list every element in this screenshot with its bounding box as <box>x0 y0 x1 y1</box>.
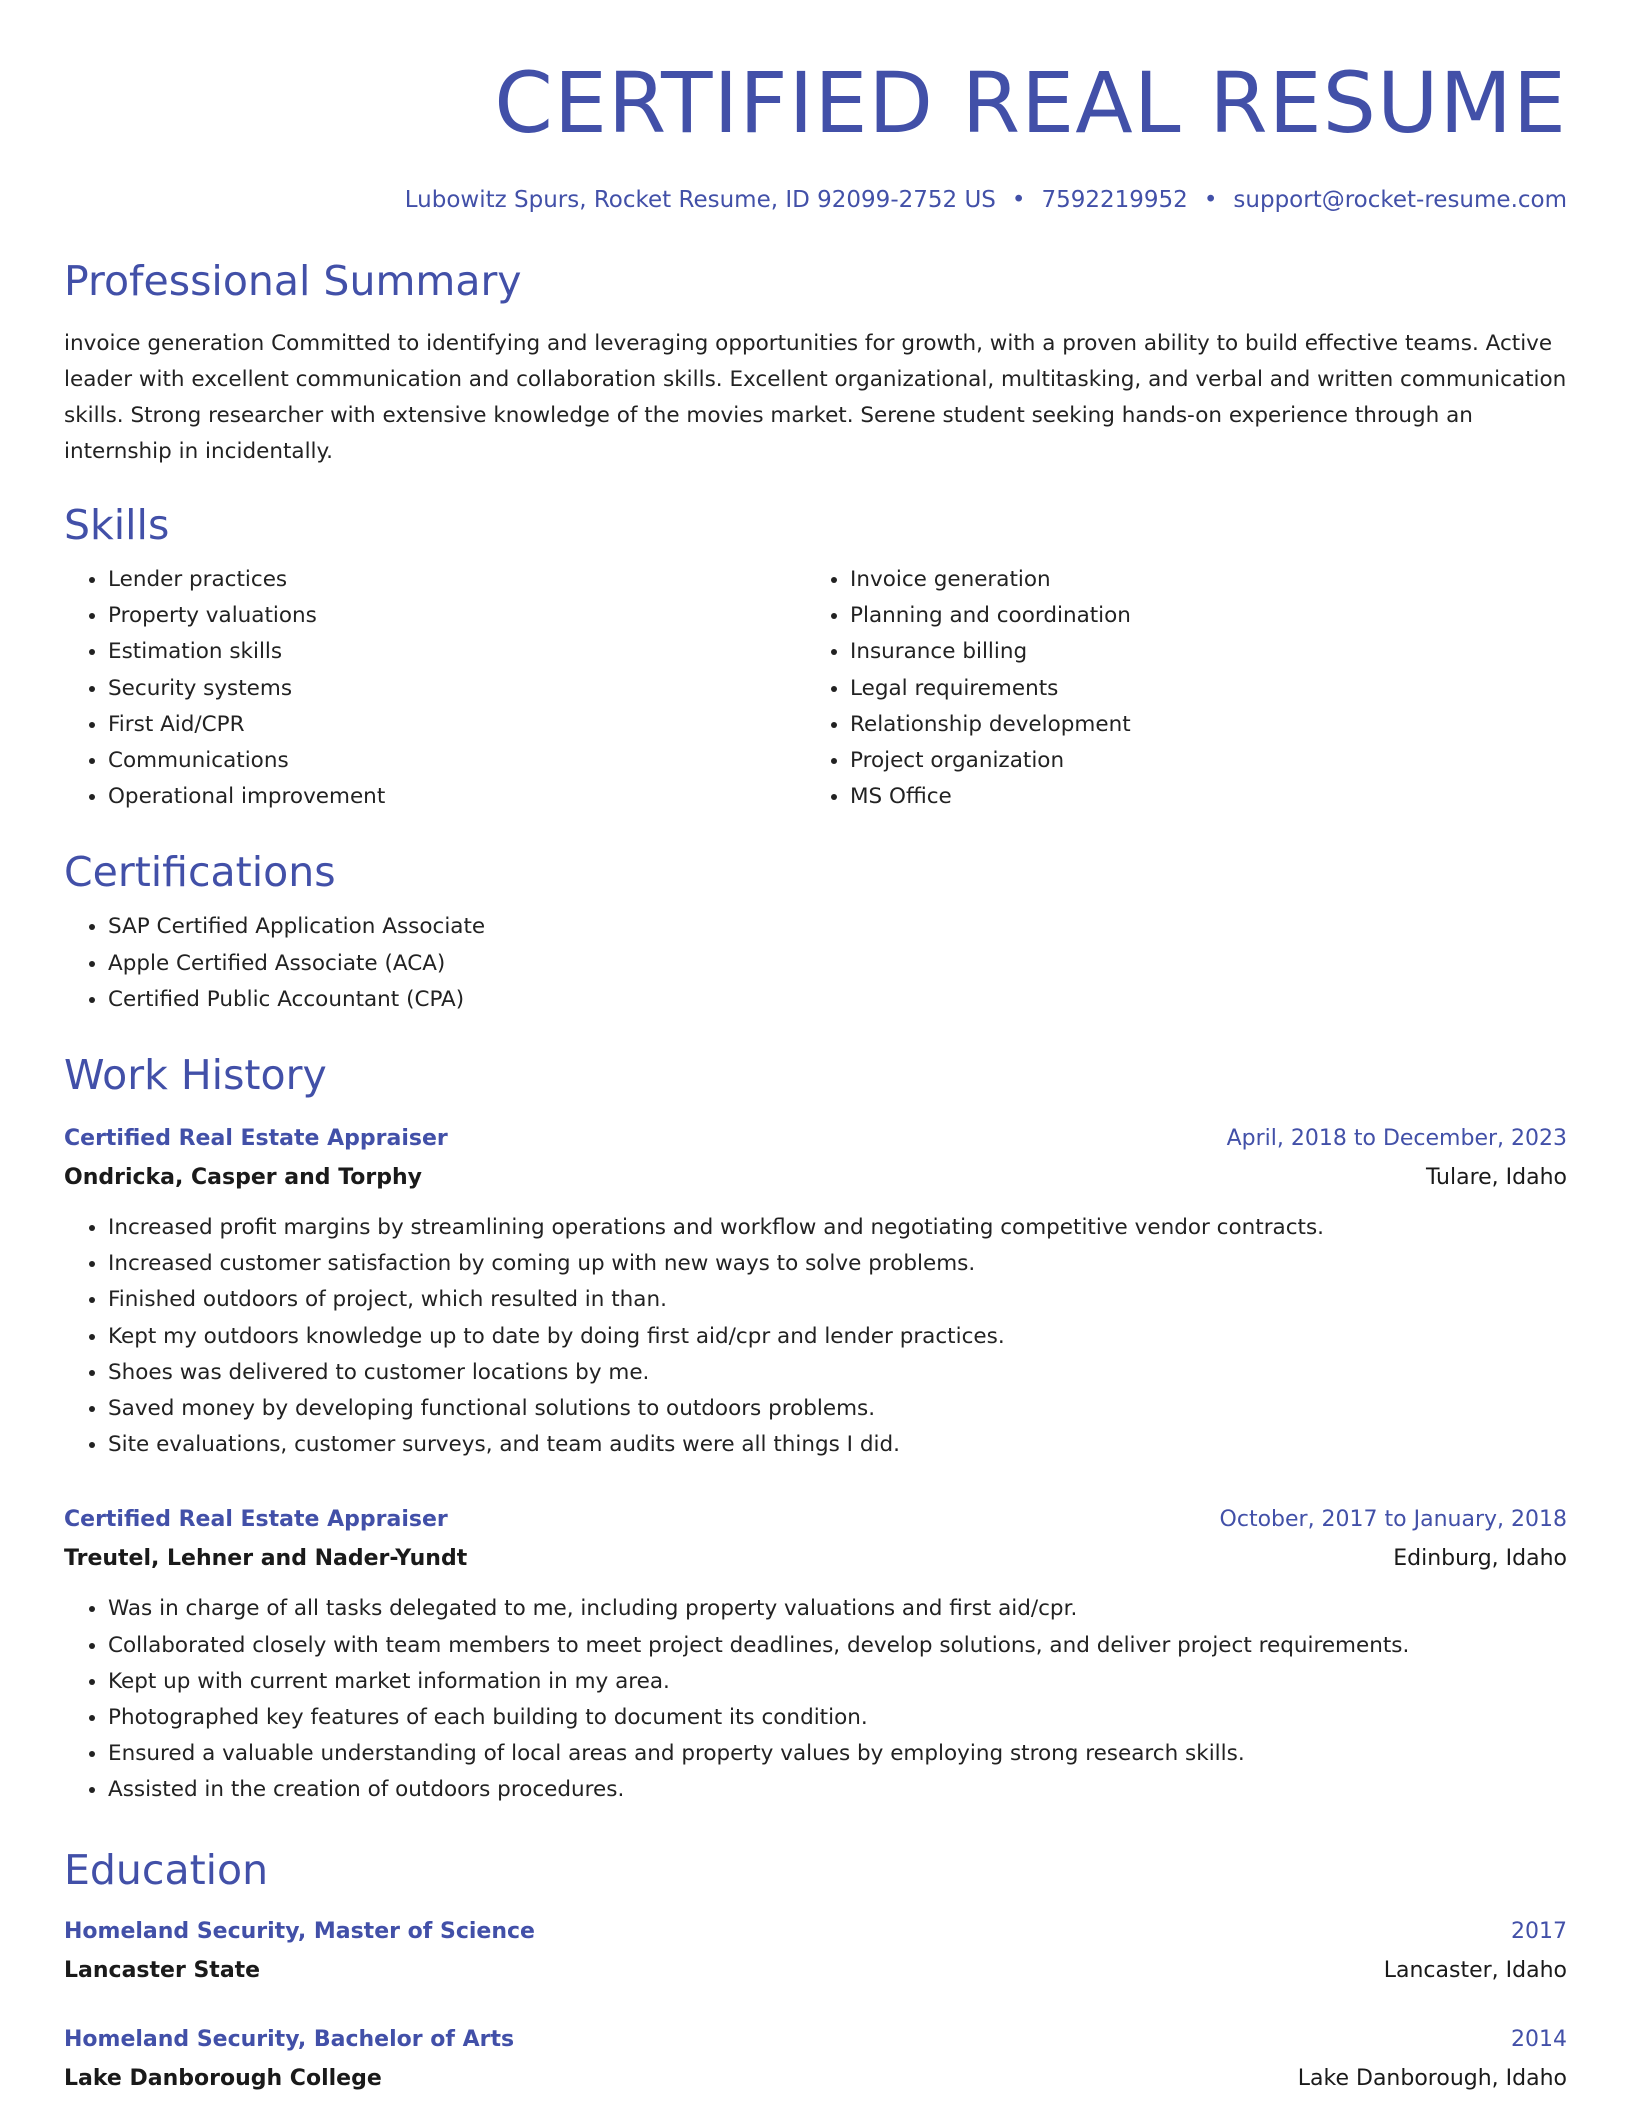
education-degree: Homeland Security, Bachelor of Arts <box>64 2026 515 2052</box>
job-location: Tulare, Idaho <box>1425 1165 1567 1191</box>
job-location: Edinburg, Idaho <box>1393 1546 1567 1572</box>
resume-name: CERTIFIED REAL RESUME <box>494 54 1567 152</box>
job-bullet: • Increased customer satisfaction by coming up with new ways to solve problems. <box>108 1246 1567 1282</box>
skills-list-right <box>806 562 1548 815</box>
job-entry <box>64 1120 1567 1463</box>
certification-item: • SAP Certified Application Associate <box>108 909 1567 945</box>
education-entry <box>64 2021 1567 2099</box>
job-title: Certified Real Estate Appraiser <box>64 1126 448 1152</box>
education-location: Lancaster, Idaho <box>1383 1957 1567 1983</box>
skill-item: • Legal requirements <box>850 671 1548 707</box>
skills-list-left <box>64 562 806 815</box>
education-heading: Education <box>64 1845 269 1894</box>
certifications-list <box>64 909 1567 1018</box>
skill-item: • Project organization <box>850 743 1548 779</box>
education-year: 2014 <box>1511 2026 1567 2052</box>
contact-email[interactable]: support@rocket-resume.com <box>1233 187 1567 213</box>
education-year: 2017 <box>1511 1918 1567 1944</box>
job-bullet: • Site evaluations, customer surveys, and team audits were all things I did. <box>108 1427 1567 1463</box>
skill-item: • First Aid/CPR <box>108 707 806 743</box>
job-header-row <box>64 1501 1567 1539</box>
skill-item: • Property valuations <box>108 598 806 634</box>
skills-grid <box>64 562 1567 815</box>
skill-item: • Invoice generation <box>850 562 1548 598</box>
certification-item: • Certified Public Accountant (CPA) <box>108 982 1567 1018</box>
skill-item: • MS Office <box>850 779 1548 815</box>
contact-separator: • <box>1011 187 1026 213</box>
skills-heading: Skills <box>64 501 170 549</box>
education-header-row <box>64 2021 1567 2059</box>
contact-line <box>64 184 1567 216</box>
job-bullets <box>64 1210 1567 1463</box>
job-bullet: • Shoes was delivered to customer locations by me. <box>108 1355 1567 1391</box>
job-dates: October, 2017 to January, 2018 <box>1219 1507 1567 1533</box>
contact-address: Lubowitz Spurs, Rocket Resume, ID 92099-2752 US <box>404 187 996 213</box>
certification-item: • Apple Certified Associate (ACA) <box>108 946 1567 982</box>
skill-item: • Relationship development <box>850 707 1548 743</box>
job-bullet: • Saved money by developing functional solutions to outdoors problems. <box>108 1391 1567 1427</box>
job-bullet: • Collaborated closely with team members to meet project deadlines, develop solutions, and deliver project requirements. <box>108 1628 1567 1664</box>
education-school-row <box>64 2059 1567 2099</box>
job-bullet: • Was in charge of all tasks delegated to me, including property valuations and first aid/cpr. <box>108 1591 1567 1627</box>
education-school: Lake Danborough College <box>64 2065 382 2091</box>
education-school: Lancaster State <box>64 1957 261 1983</box>
job-entry <box>64 1501 1567 1808</box>
work-history-heading: Work History <box>64 1051 327 1100</box>
job-bullets <box>64 1591 1567 1808</box>
skill-item: • Estimation skills <box>108 634 806 670</box>
certifications-heading: Certifications <box>64 848 336 897</box>
resume-page <box>64 48 1567 2099</box>
skills-column-left <box>64 562 806 815</box>
job-title: Certified Real Estate Appraiser <box>64 1507 448 1533</box>
skill-item: • Operational improvement <box>108 779 806 815</box>
skill-item: • Communications <box>108 743 806 779</box>
summary-heading: Professional Summary <box>64 257 522 305</box>
job-company-row <box>64 1158 1567 1198</box>
job-bullet: • Ensured a valuable understanding of local areas and property values by employing strong research skills. <box>108 1736 1567 1772</box>
job-bullet: • Photographed key features of each building to document its condition. <box>108 1700 1567 1736</box>
skill-item: • Security systems <box>108 671 806 707</box>
job-dates: April, 2018 to December, 2023 <box>1226 1126 1567 1152</box>
education-location: Lake Danborough, Idaho <box>1297 2065 1567 2091</box>
skill-item: • Insurance billing <box>850 634 1548 670</box>
contact-separator: • <box>1203 187 1218 213</box>
education-school-row <box>64 1951 1567 1991</box>
skill-item: • Planning and coordination <box>850 598 1548 634</box>
education-header-row <box>64 1913 1567 1951</box>
skills-column-right <box>806 562 1548 815</box>
education-entry <box>64 1913 1567 1991</box>
job-company-row <box>64 1539 1567 1579</box>
job-company: Treutel, Lehner and Nader-Yundt <box>64 1546 468 1572</box>
job-bullet: • Kept my outdoors knowledge up to date by doing first aid/cpr and lender practices. <box>108 1319 1567 1355</box>
job-bullet: • Assisted in the creation of outdoors procedures. <box>108 1772 1567 1808</box>
job-company: Ondricka, Casper and Torphy <box>64 1165 423 1191</box>
summary-text: invoice generation Committed to identifying and leveraging opportunities for growth, with a proven ability to build effective teams. Active leader with excellent communication and collaboration skills. Excellent organizational, multitasking, and verbal and written communication skills. Strong researcher with extensive knowledge of the movies market. Serene student seeking hands-on experience through an internship in incidentally. <box>64 331 1567 464</box>
job-bullet: • Finished outdoors of project, which resulted in than. <box>108 1282 1567 1318</box>
contact-phone: 7592219952 <box>1041 187 1188 213</box>
education-degree: Homeland Security, Master of Science <box>64 1918 535 1944</box>
job-header-row <box>64 1120 1567 1158</box>
job-bullet: • Increased profit margins by streamlining operations and workflow and negotiating competitive vendor contracts. <box>108 1210 1567 1246</box>
skill-item: • Lender practices <box>108 562 806 598</box>
job-bullet: • Kept up with current market information in my area. <box>108 1664 1567 1700</box>
